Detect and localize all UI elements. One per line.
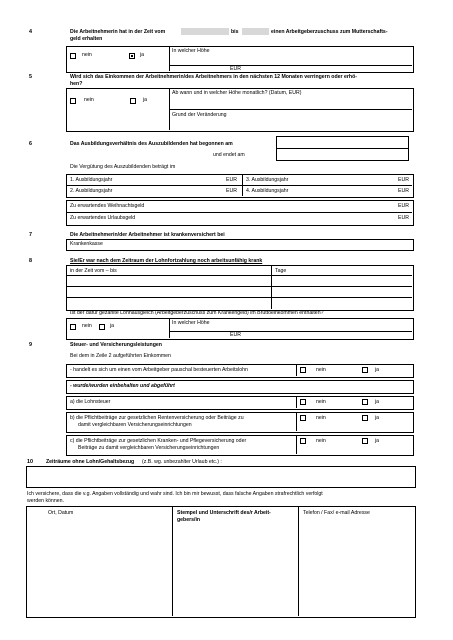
section-7-question: Die Arbeitnehmerin/der Arbeitnehmer ist krankenversichert bei — [70, 232, 225, 238]
s4-yes-checkbox[interactable] — [129, 53, 135, 59]
declaration-line2: werden können. — [27, 498, 64, 504]
stamp-signature-label-line1: Stempel und Unterschrift des/r Arbeit- — [177, 510, 271, 516]
unpaid-periods-field[interactable] — [26, 466, 416, 488]
s4-amount-label: In welcher Höhe — [172, 48, 210, 54]
flat-tax-yes-label: ja — [375, 367, 380, 373]
section-6-question: Das Ausbildungsverhältnis des Auszubildenden hat begonnen am — [70, 141, 233, 147]
health-care-yes-checkbox[interactable] — [362, 438, 368, 444]
s6-pay-label: Die Vergütung des Auszubildenden beträgt im — [70, 164, 176, 170]
s4-no-label: nein — [82, 52, 92, 58]
s5-no-checkbox[interactable] — [70, 98, 76, 104]
section-8-number: 8 — [29, 258, 32, 264]
year3-label: 3. Ausbildungsjahr — [246, 177, 289, 183]
section-10-question: Zeiträume ohne Lohn/Gehaltsbezug — [46, 459, 135, 465]
income-tax-yes-checkbox[interactable] — [362, 399, 368, 405]
section-8-question: Sie/Er war nach dem Zeitraum der Lohnfortzahlung noch arbeitsunfähig krank — [70, 258, 263, 264]
section-6-number: 6 — [29, 141, 32, 147]
flat-tax-yes-checkbox[interactable] — [362, 367, 368, 373]
insurer-label: Krankenkasse — [70, 241, 103, 247]
place-date-label: Ort, Datum — [48, 510, 74, 516]
date-to-field[interactable] — [242, 28, 269, 35]
health-care-label-line1: c) die Pflichtbeiträge zur gesetzlichen Kranken- und Pflegeversicherung oder — [70, 438, 247, 444]
s5-reason-label: Grund der Veränderung — [172, 112, 227, 118]
health-care-no-checkbox[interactable] — [300, 438, 306, 444]
pension-no-checkbox[interactable] — [300, 415, 306, 421]
section-5-question-line1: Wird sich das Einkommen der Arbeitnehmerin/des Arbeitnehmers in den nächsten 12 Monaten verringern oder erhö- — [70, 74, 357, 80]
s8-question2: Ist der dafür gezahlte Lohnausgleich (Arbeitgeberzuschuss zum Krankengeld) im Bruttoeinkommen enthalten? — [70, 310, 324, 316]
s8-yes-checkbox[interactable] — [99, 324, 105, 330]
pension-no-label: nein — [316, 415, 326, 421]
health-care-label-line2: Beiträge zu damit vergleichbaren Versicherungseinrichtungen — [78, 445, 220, 451]
declaration-line1: Ich versichere, dass die v.g. Angaben vollständig und wahr sind. Ich bin mir bewusst, dass falsche Angaben strafrechtlich verfolgt — [27, 491, 323, 497]
date-from-field[interactable] — [181, 28, 229, 35]
s5-yes-label: ja — [143, 97, 148, 103]
s8-amount-label: In welcher Höhe — [172, 320, 210, 326]
s9-intro: Bei dem in Zeile 2 aufgeführten Einkommen — [70, 353, 171, 359]
s8-no-label: nein — [82, 323, 92, 329]
income-tax-label: a) die Lohnsteuer — [70, 399, 111, 405]
section-4-number: 4 — [29, 29, 32, 35]
section-10-hint: (z.B. wg. unbezahlter Urlaub etc.) : — [142, 459, 222, 465]
sick-period-table[interactable] — [66, 265, 414, 311]
pension-yes-checkbox[interactable] — [362, 415, 368, 421]
section-4-question-part2: bis — [231, 29, 239, 35]
section-5-number: 5 — [29, 74, 32, 80]
income-tax-yes-label: ja — [375, 399, 380, 405]
flat-tax-label: - handelt es sich um einen vom Arbeitgeber pauschal besteuerten Arbeitslohn — [70, 367, 248, 373]
insurer-field[interactable] — [66, 239, 414, 251]
year4-currency: EUR — [398, 188, 409, 194]
section-4-question-line2: geld erhalten — [70, 36, 103, 42]
end-date-field[interactable] — [276, 148, 409, 161]
s8-yes-label: ja — [110, 323, 115, 329]
flat-tax-no-label: nein — [316, 367, 326, 373]
s6-ends-label: und endet am — [213, 152, 245, 158]
s8-no-checkbox[interactable] — [70, 324, 76, 330]
pension-label-line1: b) die Pflichtbeiträge zur gesetzlichen Rentenversicherung oder Beiträge zu — [70, 415, 244, 421]
section-9-number: 9 — [29, 342, 32, 348]
health-care-yes-label: ja — [375, 438, 380, 444]
s5-yes-checkbox[interactable] — [130, 98, 136, 104]
s5-no-label: nein — [84, 97, 94, 103]
days-column-label: Tage — [275, 268, 287, 274]
christmas-bonus-label: Zu erwartendes Weihnachtsgeld — [70, 203, 145, 209]
health-care-no-label: nein — [316, 438, 326, 444]
contact-label: Telefon / Fax/ e-mail Adresse — [303, 510, 370, 516]
section-7-number: 7 — [29, 232, 32, 238]
income-tax-no-label: nein — [316, 399, 326, 405]
section-9-question: Steuer- und Versicherungsleistungen — [70, 342, 162, 348]
year1-label: 1. Ausbildungsjahr — [70, 177, 113, 183]
withheld-label: - wurde/wurden einbehalten und abgeführt — [70, 383, 175, 389]
holiday-bonus-currency: EUR — [398, 215, 409, 221]
period-column-label: in der Zeit vom – bis — [70, 268, 117, 274]
income-tax-no-checkbox[interactable] — [300, 399, 306, 405]
holiday-bonus-label: Zu erwartendes Urlaubsgeld — [70, 215, 136, 221]
s4-currency: EUR — [230, 66, 241, 72]
s4-no-checkbox[interactable] — [70, 53, 76, 59]
training-pay-table — [66, 174, 414, 198]
year1-currency: EUR — [226, 177, 237, 183]
section-5-question-line2: hen? — [70, 81, 83, 87]
stamp-signature-label-line2: gebers/in — [177, 517, 201, 523]
pension-label-line2: damit vergleichbaren Versicherungseinrichtungen — [78, 422, 192, 428]
section-10-number: 10 — [27, 459, 33, 465]
year2-currency: EUR — [226, 188, 237, 194]
christmas-bonus-currency: EUR — [398, 203, 409, 209]
s5-since-label: Ab wann und in welcher Höhe monatlich? (Datum, EUR) — [172, 90, 302, 96]
section-4-question-part3: einen Arbeitgeberzuschuss zum Mutterschafts- — [271, 29, 388, 35]
flat-tax-no-checkbox[interactable] — [300, 367, 306, 373]
section-4-question-part1: Die Arbeitnehmerin hat in der Zeit vom — [70, 29, 166, 35]
pension-yes-label: ja — [375, 415, 380, 421]
s8-currency: EUR — [230, 332, 241, 338]
year4-label: 4. Ausbildungsjahr — [246, 188, 289, 194]
signature-box — [26, 506, 416, 618]
s4-yes-label: ja — [140, 52, 145, 58]
year2-label: 2. Ausbildungsjahr — [70, 188, 113, 194]
year3-currency: EUR — [398, 177, 409, 183]
